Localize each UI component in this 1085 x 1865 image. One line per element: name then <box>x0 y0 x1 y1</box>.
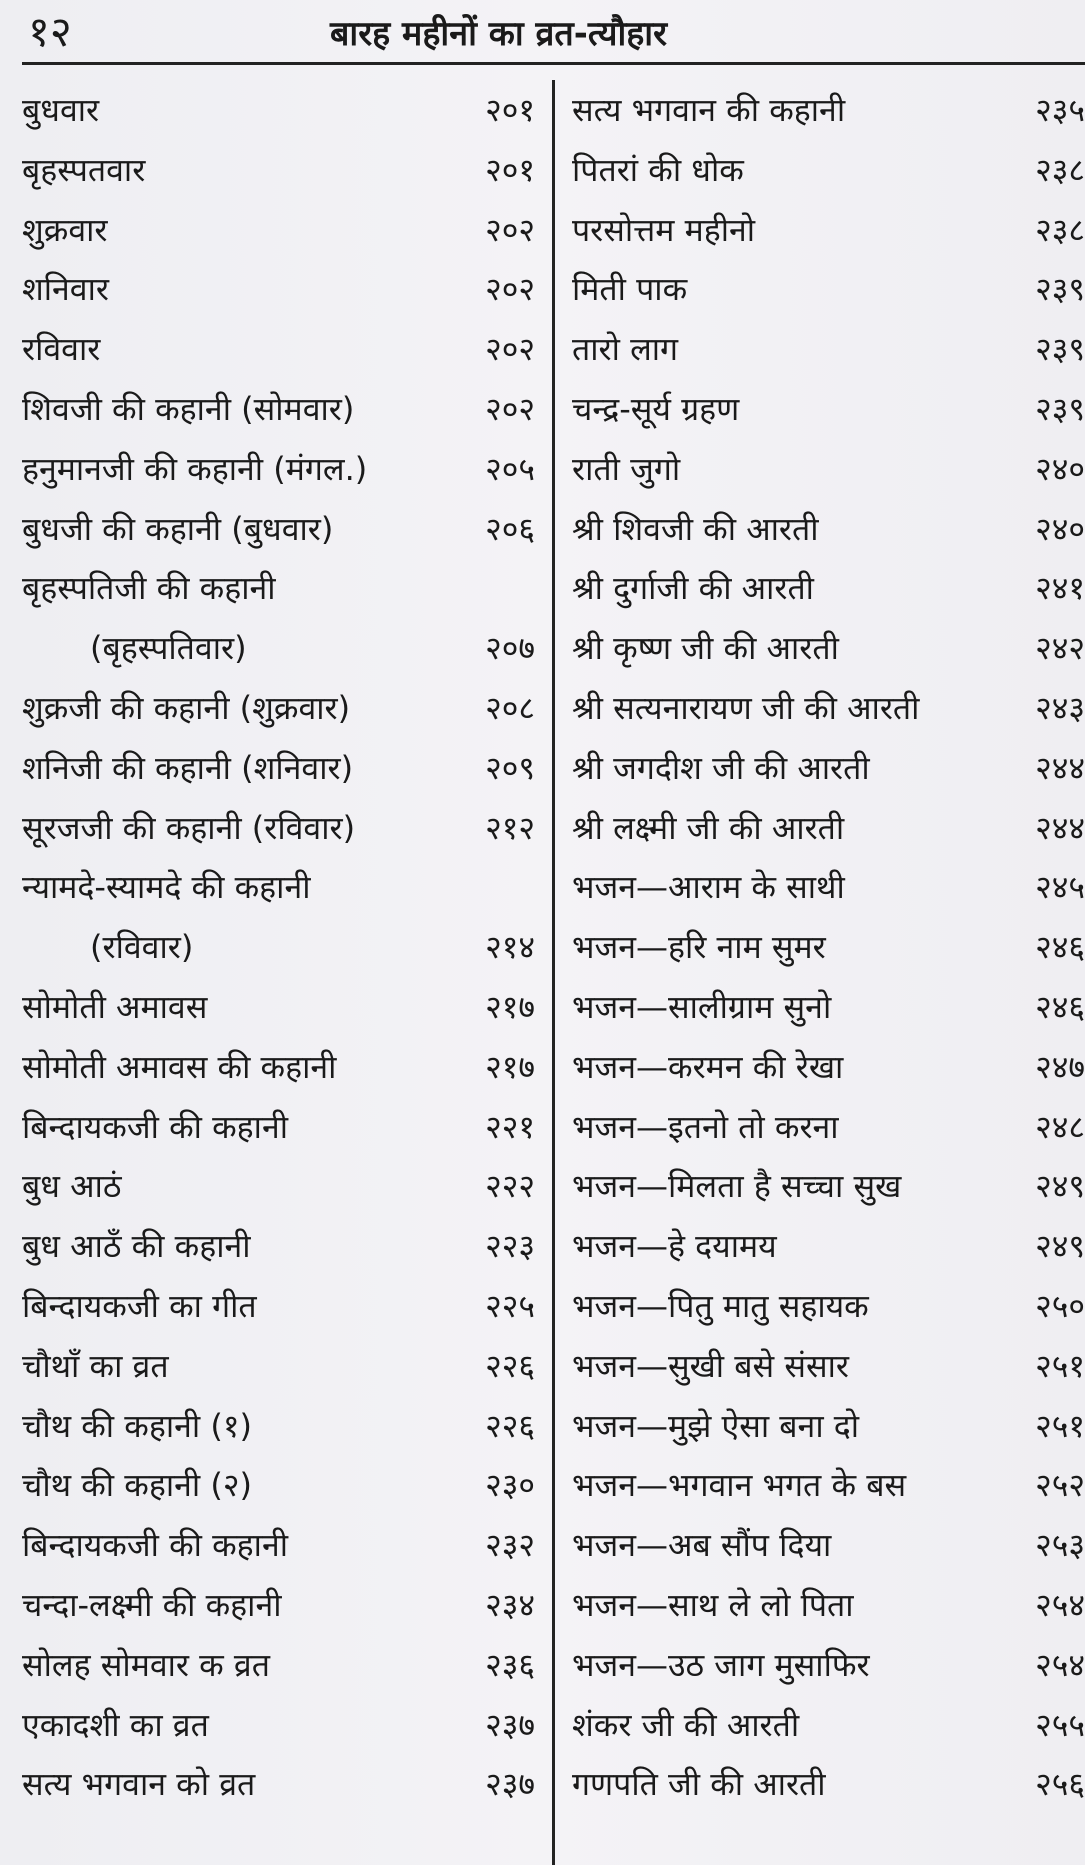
entry-title: भजन—करमन की रेखा <box>572 1047 844 1086</box>
entry-page-number: २४९ <box>1035 1227 1085 1266</box>
contents-entry <box>560 1216 1085 1276</box>
contents-entry <box>0 1037 545 1097</box>
contents-entry <box>0 1336 545 1396</box>
entry-title: भजन—पितु मातु सहायक <box>572 1286 869 1325</box>
entry-title: सत्य भगवान की कहानी <box>572 91 846 129</box>
entry-title: न्यामदे-स्यामदे की कहानी <box>22 868 311 907</box>
entry-page-number: २०२ <box>485 389 535 428</box>
entry-title: भजन—हरि नाम सुमर <box>572 928 826 967</box>
contents-entry <box>560 1575 1085 1635</box>
contents-entry <box>560 1336 1085 1396</box>
entry-title: पितरां की धोक <box>572 150 744 189</box>
entry-title: शनिजी की कहानी (शनिवार) <box>22 748 354 787</box>
entry-title: चौथाँ का व्रत <box>22 1346 169 1385</box>
contents-entry <box>0 1156 545 1216</box>
entry-page-number: २१७ <box>485 987 535 1026</box>
entry-page-number: २०२ <box>485 210 535 249</box>
entry-page-number: २०६ <box>485 509 535 548</box>
contents-entry <box>0 618 545 678</box>
contents-entry <box>560 1396 1085 1456</box>
column-divider <box>552 80 555 1865</box>
contents-entry <box>0 439 545 499</box>
running-title: बारह महीनों का व्रत-त्यौहार <box>330 14 668 54</box>
entry-title: एकादशी का व्रत <box>22 1705 209 1744</box>
contents-entry <box>0 798 545 858</box>
entry-page-number: २४३ <box>1035 688 1085 727</box>
contents-entry <box>0 558 545 618</box>
entry-title: सोलह सोमवार क व्रत <box>22 1645 270 1684</box>
entry-page-number: २१७ <box>485 1047 535 1086</box>
contents-entry <box>0 1635 545 1695</box>
contents-entry <box>0 379 545 439</box>
entry-title: शिवजी की कहानी (सोमवार) <box>22 389 355 428</box>
entry-title: भजन—मिलता है सच्चा सुख <box>572 1167 902 1206</box>
contents-entry <box>560 1695 1085 1755</box>
contents-entry <box>0 1754 545 1814</box>
entry-title: चन्द्र-सूर्य ग्रहण <box>572 389 740 428</box>
contents-entry <box>0 1216 545 1276</box>
contents-entry <box>0 259 545 319</box>
entry-title: श्री जगदीश जी की आरती <box>572 748 870 787</box>
entry-page-number: २४४ <box>1035 748 1085 787</box>
entry-page-number: २५१ <box>1035 1346 1085 1385</box>
contents-entry <box>560 1515 1085 1575</box>
entry-page-number: २२६ <box>485 1406 535 1445</box>
entry-page-number: २०१ <box>485 150 535 189</box>
entry-page-number: २१२ <box>485 808 535 847</box>
contents-entry <box>0 200 545 260</box>
entry-page-number: २४० <box>1035 509 1085 548</box>
entry-title: श्री कृष्ण जी की आरती <box>572 629 839 668</box>
entry-page-number: २१४ <box>485 928 535 967</box>
entry-page-number: २०८ <box>485 688 535 727</box>
entry-page-number: २४२ <box>1035 629 1085 668</box>
entry-page-number: २३६ <box>485 1645 535 1684</box>
contents-entry <box>0 1396 545 1456</box>
entry-title: श्री लक्ष्मी जी की आरती <box>572 808 845 847</box>
contents-entry <box>0 678 545 738</box>
entry-title: भजन—सालीग्राम सुनो <box>572 987 832 1026</box>
entry-page-number: २०२ <box>485 270 535 309</box>
entry-page-number: २५२ <box>1035 1466 1085 1505</box>
entry-title: भजन—मुझे ऐसा बना दो <box>572 1406 860 1445</box>
entry-title: भजन—इतनो तो करना <box>572 1107 839 1146</box>
entry-title: शनिवार <box>22 270 109 309</box>
entry-page-number: २४५ <box>1035 868 1085 907</box>
entry-title: सूरजजी की कहानी (रविवार) <box>22 808 356 847</box>
contents-entry <box>560 80 1085 140</box>
entry-page-number: २५३ <box>1035 1526 1085 1565</box>
entry-page-number: २३२ <box>485 1526 535 1565</box>
contents-entry <box>560 1037 1085 1097</box>
contents-entry <box>560 917 1085 977</box>
entry-title: भजन—साथ ले लो पिता <box>572 1585 854 1624</box>
entry-page-number: २३७ <box>485 1765 535 1804</box>
entry-title: (रविवार) <box>90 928 194 967</box>
entry-title: शुक्रजी की कहानी (शुक्रवार) <box>22 688 351 727</box>
entry-title: बृहस्पतिजी की कहानी <box>22 569 276 608</box>
entry-title: मिती पाक <box>572 270 688 309</box>
entry-title: हनुमानजी की कहानी (मंगल.) <box>22 449 368 488</box>
contents-entry <box>0 1695 545 1755</box>
entry-page-number: २०७ <box>485 629 535 668</box>
entry-title: चन्दा-लक्ष्मी की कहानी <box>22 1585 282 1624</box>
entry-page-number: २३४ <box>485 1585 535 1624</box>
entry-page-number: २५० <box>1035 1286 1085 1325</box>
entry-title: भजन—भगवान भगत के बस <box>572 1466 907 1505</box>
entry-page-number: २३८ <box>1035 150 1085 189</box>
contents-entry <box>560 319 1085 379</box>
contents-entry <box>0 1515 545 1575</box>
contents-entry <box>560 738 1085 798</box>
entry-page-number: २०२ <box>485 330 535 369</box>
entry-page-number: २५४ <box>1035 1645 1085 1684</box>
entry-title: भजन—सुखी बसे संसार <box>572 1346 849 1385</box>
entry-title: बृहस्पतवार <box>22 150 146 189</box>
entry-page-number: २५६ <box>1035 1765 1085 1804</box>
contents-entry <box>0 319 545 379</box>
entry-title: भजन—उठ जाग मुसाफिर <box>572 1645 870 1684</box>
entry-title: बुधजी की कहानी (बुधवार) <box>22 509 334 548</box>
contents-entry <box>0 857 545 917</box>
entry-title: भजन—हे दयामय <box>572 1227 777 1266</box>
contents-entry <box>0 1276 545 1336</box>
entry-title: रविवार <box>22 330 101 369</box>
contents-entry <box>560 618 1085 678</box>
contents-entry <box>560 1455 1085 1515</box>
contents-entry <box>560 678 1085 738</box>
entry-title: बुध आठं <box>22 1167 122 1206</box>
entry-page-number: २३० <box>485 1466 535 1505</box>
entry-page-number: २४९ <box>1035 1167 1085 1206</box>
entry-title: भजन—अब सौंप दिया <box>572 1526 832 1565</box>
entry-title: चौथ की कहानी (२) <box>22 1466 252 1505</box>
entry-page-number: २३८ <box>1035 210 1085 249</box>
page-header <box>0 0 1085 70</box>
entry-page-number: २२१ <box>485 1107 535 1146</box>
contents-entry <box>560 798 1085 858</box>
entry-page-number: २३७ <box>485 1705 535 1744</box>
entry-page-number: २०१ <box>485 91 535 129</box>
entry-page-number: २०५ <box>485 449 535 488</box>
entry-title: श्री दुर्गाजी की आरती <box>572 569 814 608</box>
contents-entry <box>560 259 1085 319</box>
contents-entry <box>560 857 1085 917</box>
entry-title: बिन्दायकजी की कहानी <box>22 1526 289 1565</box>
entry-title: चौथ की कहानी (१) <box>22 1406 252 1445</box>
contents-entry <box>0 977 545 1037</box>
entry-title: बुध आठँ की कहानी <box>22 1227 251 1266</box>
entry-page-number: २३९ <box>1035 330 1085 369</box>
entry-title: (बृहस्पतिवार) <box>90 629 247 668</box>
contents-entry <box>0 1097 545 1157</box>
contents-entry <box>560 1276 1085 1336</box>
entry-page-number: २२६ <box>485 1346 535 1385</box>
entry-page-number: २४६ <box>1035 928 1085 967</box>
contents-entry <box>0 917 545 977</box>
entry-page-number: २४१ <box>1035 569 1085 608</box>
entry-title: तारो लाग <box>572 330 679 369</box>
entry-page-number: २५१ <box>1035 1406 1085 1445</box>
contents-entry <box>0 1575 545 1635</box>
entry-title: सत्य भगवान को व्रत <box>22 1765 256 1804</box>
contents-entry <box>560 1097 1085 1157</box>
contents-entry <box>560 977 1085 1037</box>
entry-title: श्री शिवजी की आरती <box>572 509 819 548</box>
contents-entry <box>560 379 1085 439</box>
entry-title: सोमोती अमावस की कहानी <box>22 1047 337 1086</box>
contents-entry <box>560 1754 1085 1814</box>
entry-title: परसोत्तम महीनो <box>572 210 756 249</box>
entry-title: बिन्दायकजी का गीत <box>22 1286 257 1325</box>
entry-page-number: २५५ <box>1035 1705 1085 1744</box>
entry-page-number: २५४ <box>1035 1585 1085 1624</box>
entry-title: शुक्रवार <box>22 210 108 249</box>
contents-entry <box>0 1455 545 1515</box>
contents-entry <box>560 1156 1085 1216</box>
entry-title: शंकर जी की आरती <box>572 1705 800 1744</box>
contents-entry <box>560 558 1085 618</box>
entry-page-number: २४६ <box>1035 987 1085 1026</box>
entry-page-number: २२५ <box>485 1286 535 1325</box>
entry-page-number: २४८ <box>1035 1107 1085 1146</box>
entry-title: भजन—आराम के साथी <box>572 868 845 907</box>
contents-entry <box>560 140 1085 200</box>
contents-column-right <box>560 80 1085 1814</box>
entry-page-number: २३९ <box>1035 389 1085 428</box>
entry-page-number: २४४ <box>1035 808 1085 847</box>
contents-entry <box>560 200 1085 260</box>
contents-entry <box>560 499 1085 559</box>
entry-page-number: २४० <box>1035 449 1085 488</box>
header-rule <box>22 62 1085 65</box>
contents-entry <box>0 738 545 798</box>
page-number: १२ <box>28 7 72 56</box>
contents-entry <box>560 1635 1085 1695</box>
entry-title: सोमोती अमावस <box>22 987 208 1026</box>
contents-entry <box>0 80 545 140</box>
entry-page-number: २३५ <box>1035 91 1085 129</box>
contents-entry <box>0 499 545 559</box>
entry-title: श्री सत्यनारायण जी की आरती <box>572 688 920 727</box>
entry-page-number: २२३ <box>485 1227 535 1266</box>
entry-page-number: २४७ <box>1035 1047 1085 1086</box>
entry-title: गणपति जी की आरती <box>572 1765 826 1804</box>
entry-title: बिन्दायकजी की कहानी <box>22 1107 289 1146</box>
contents-column-left <box>0 80 545 1814</box>
entry-page-number: २२२ <box>485 1167 535 1206</box>
entry-page-number: २३९ <box>1035 270 1085 309</box>
contents-entry <box>560 439 1085 499</box>
entry-page-number: २०९ <box>485 748 535 787</box>
entry-title: राती जुगो <box>572 449 681 488</box>
contents-entry <box>0 140 545 200</box>
entry-title: बुधवार <box>22 91 100 129</box>
